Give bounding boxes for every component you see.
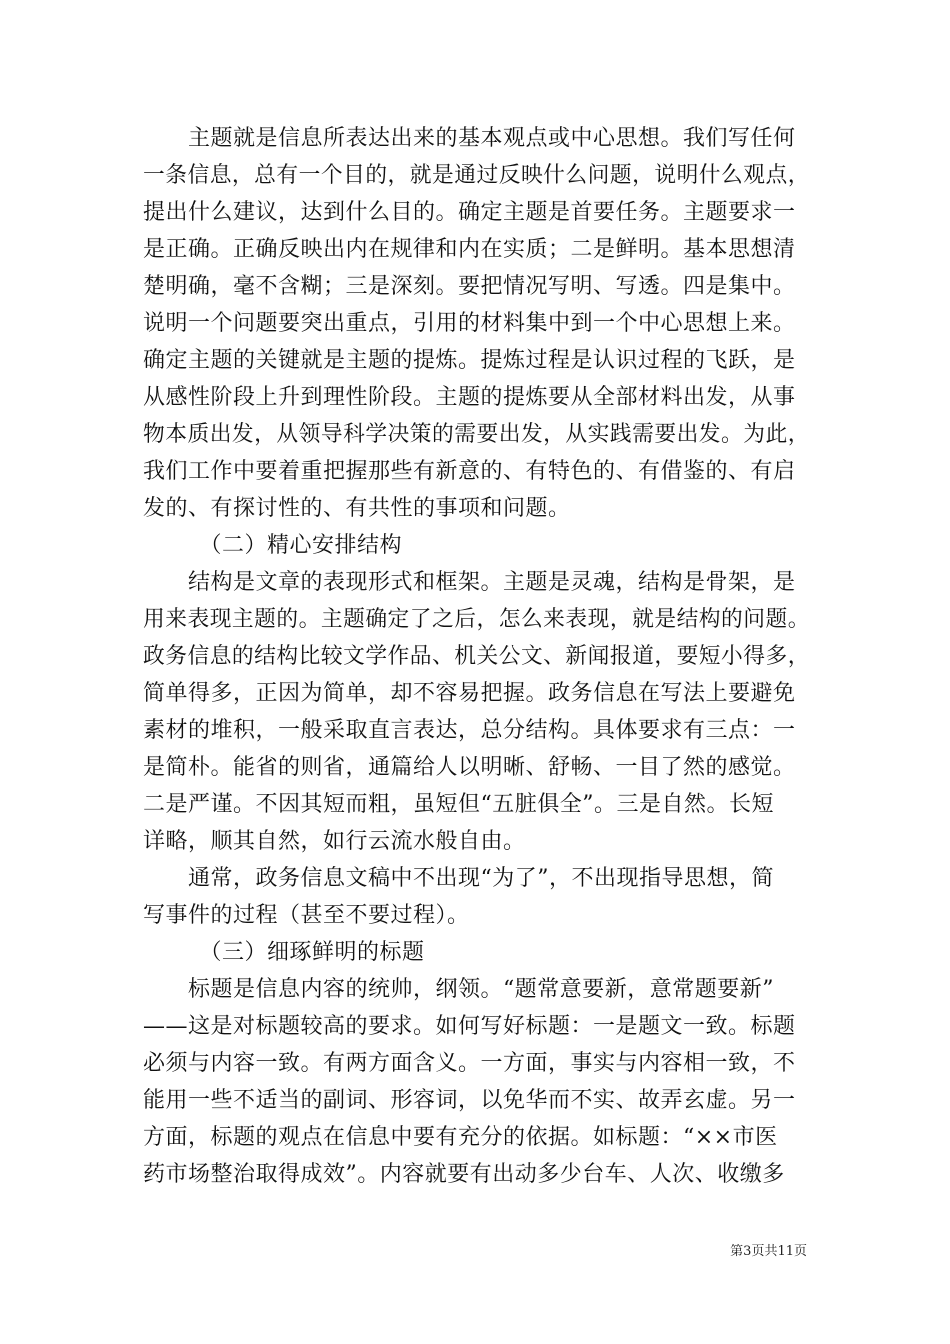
text-line: 标题是信息内容的统帅，纲领。“题常意要新，意常题要新” — [143, 977, 774, 1002]
text-line: 写事件的过程（甚至不要过程）。 — [143, 903, 470, 928]
text-line: 能用一些不适当的副词、形容词，以免华而不实、故弄玄虚。另一 — [143, 1088, 796, 1113]
text-line: 通常，政务信息文稿中不出现“为了”，不出现指导思想，简 — [143, 866, 774, 891]
text-line: 发的、有探讨性的、有共性的事项和问题。 — [143, 496, 571, 521]
text-line: 方面，标题的观点在信息中要有充分的依据。如标题：“××市医 — [143, 1125, 778, 1150]
text-line: 提出什么建议，达到什么目的。确定主题是首要任务。主题要求一 — [143, 200, 796, 225]
text-line: 我们工作中要着重把握那些有新意的、有特色的、有借鉴的、有启 — [143, 459, 796, 484]
text-line: 政务信息的结构比较文学作品、机关公文、新闻报道，要短小得多， — [143, 644, 810, 669]
text-line: 从感性阶段上升到理性阶段。主题的提炼要从全部材料出发，从事 — [143, 385, 796, 410]
text-line: 用来表现主题的。主题确定了之后，怎么来表现，就是结构的问题。 — [143, 607, 810, 632]
text-line: 素材的堆积，一般采取直言表达，总分结构。具体要求有三点：一 — [143, 718, 796, 743]
text-line: 是正确。正确反映出内在规律和内在实质；二是鲜明。基本思想清 — [143, 237, 796, 262]
text-line: 结构是文章的表现形式和框架。主题是灵魂，结构是骨架，是 — [143, 570, 796, 595]
text-line: 药市场整治取得成效”。内容就要有出动多少台车、人次、收缴多 — [143, 1162, 785, 1187]
section-heading: （三）细琢鲜明的标题 — [143, 940, 425, 965]
text-line: 简单得多，正因为简单，却不容易把握。政务信息在写法上要避免 — [143, 681, 796, 706]
section-heading: （二）精心安排结构 — [143, 533, 403, 558]
text-line: ——这是对标题较高的要求。如何写好标题：一是题文一致。标题 — [143, 1014, 796, 1039]
text-line: 二是严谨。不因其短而粗，虽短但“五脏俱全”。三是自然。长短 — [143, 792, 774, 817]
text-line: 详略，顺其自然，如行云流水般自由。 — [143, 829, 526, 854]
text-line: 主题就是信息所表达出来的基本观点或中心思想。我们写任何 — [143, 126, 796, 151]
page-number-footer: 第3页共11页 — [730, 1244, 807, 1259]
text-line: 说明一个问题要突出重点，引用的材料集中到一个中心思想上来。 — [143, 311, 796, 336]
text-line: 必须与内容一致。有两方面含义。一方面，事实与内容相一致，不 — [143, 1051, 796, 1076]
text-line: 是简朴。能省的则省，通篇给人以明晰、舒畅、一目了然的感觉。 — [143, 755, 796, 780]
text-line: 楚明确，毫不含糊；三是深刻。要把情况写明、写透。四是集中。 — [143, 274, 796, 299]
text-line: 一条信息，总有一个目的，就是通过反映什么问题，说明什么观点， — [143, 163, 810, 188]
text-line: 确定主题的关键就是主题的提炼。提炼过程是认识过程的飞跃，是 — [143, 348, 796, 373]
text-line: 物本质出发，从领导科学决策的需要出发，从实践需要出发。为此， — [143, 422, 810, 447]
